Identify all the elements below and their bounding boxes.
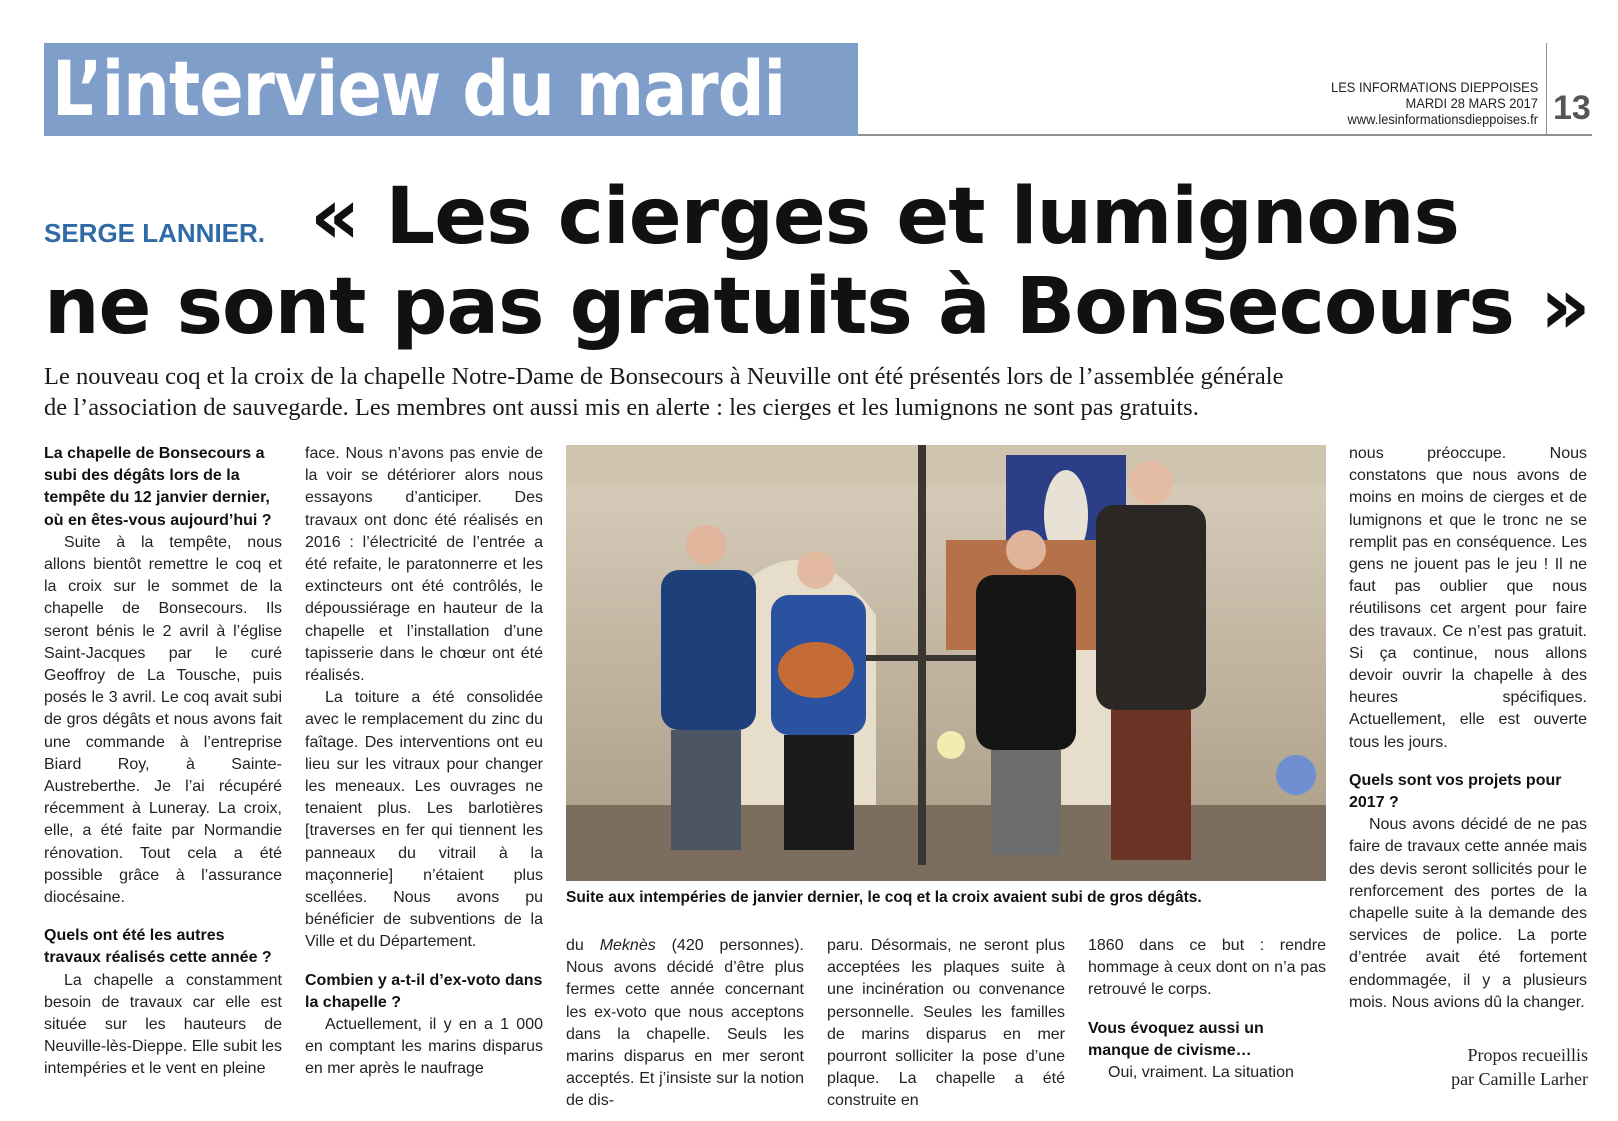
section-title: L’interview du mardi xyxy=(52,44,786,133)
answer-4-start: Oui, vraiment. La situation xyxy=(1108,1064,1294,1082)
lead-line-1: Le nouveau coq et la croix de la chapelle Notre-Dame de Bonsecours à Neuville ont été présentés lors de l’assemblée générale xyxy=(44,363,1284,390)
article-photo xyxy=(566,445,1326,881)
headline-line-2: ne sont pas gratuits à Bonsecours » xyxy=(44,262,1590,352)
answer-3-continued xyxy=(566,935,804,1113)
article-column-2 xyxy=(305,443,543,1081)
publication-website[interactable]: www.lesinformationsdieppoises.fr xyxy=(1347,111,1538,127)
answer-3-start: Actuellement, il y en a 1 000 en comptant les marins disparus en mer après le naufrage xyxy=(305,1016,543,1078)
question-2: Quels ont été les autres travaux réalisés cette année ? xyxy=(44,927,272,967)
answer-3-text-b: (420 personnes). Nous avons décidé d’être plus fermes cette année concernant les ex-voto que nous acceptons dans la chapelle. Seuls les marins disparus en mer seront acceptés. Et j’insiste sur la notion de dis- xyxy=(566,937,804,1110)
question-1: La chapelle de Bonsecours a subi des dégâts lors de la tempête du 12 janvier dernier, où en êtes-vous aujourd’hui ? xyxy=(44,445,272,529)
question-4: Vous évoquez aussi un manque de civisme… xyxy=(1088,1019,1264,1059)
answer-3-text-a: du xyxy=(566,937,600,954)
question-5: Quels sont vos projets pour 2017 ? xyxy=(1349,771,1562,812)
answer-3-end: 1860 dans ce but : rendre hommage à ceux dont on n’a pas retrouvé le corps. xyxy=(1088,937,1326,999)
answer-2-paragraph: La toiture a été consolidée avec le remplacement du zinc du faîtage. Des interventions ont eu lieu sur les vitraux pour changer les meneaux. Les ouvrages ne tenaient plus. Les barlotières [traverses en fer qui tiennent les panneaux du vitrail à la maçonnerie] n’étaient plus scellées. Nous avons pu bénéficier de subventions de la Ville et du Département. xyxy=(305,689,543,951)
answer-2-start: La chapelle a constamment besoin de travaux car elle est située sur les hauteurs de Neuville-lès-Dieppe. Elle subit les intempéries et le vent en pleine xyxy=(44,971,282,1078)
answer-5: Nous avons décidé de ne pas faire de travaux cette année mais des devis seront sollicités pour le renforcement des portes de la chapelle suite à la demande des services de police. La porte d’entrée avait été fortement endommagée, il y a plusieurs mois. Nous avions dû la changer. xyxy=(1349,816,1587,1011)
headline-line-1: « Les cierges et lumignons xyxy=(310,172,1459,262)
answer-1: Suite à la tempête, nous allons bientôt remettre le coq et la croix sur le sommet de la chapelle de Bonsecours. Ils seront bénis le 2 avril à l’église Saint-Jacques par le curé Geoffroy de La Tousche, puis posés le 3 avril. Le coq avait subi de gros dégâts et nous avons fait une commande à l’entreprise Biard Roy, à Sainte-Austreberthe. Je l’ai récupéré récemment à Luneray. La croix, elle, a été faite par Normandie rénovation. Tout cela a été possible grâce à l’assurance diocésaine. xyxy=(44,533,282,907)
publication-date: MARDI 28 MARS 2017 xyxy=(1405,95,1538,111)
page-number: 13 xyxy=(1553,89,1591,127)
credit-line-1: Propos recueillis xyxy=(1467,1045,1588,1065)
article-author: SERGE LANNIER. xyxy=(44,218,266,248)
credit-line-2: par Camille Larher xyxy=(1451,1069,1588,1089)
answer-4-continued: nous préoccupe. Nous constatons que nous avons de moins en moins de cierges et de lumignons et que le tronc ne se remplit pas en conséquence. Les gens ne jouent pas le jeu ! Il ne faut pas oublier que nous réutilisons cet argent pour faire des travaux. Ce n’est pas gratuit. Si ça continue, nous allons devoir ouvrir la chapelle à des heures spécifiques. Actuellement, elle est ouverte tous les jours. xyxy=(1349,445,1587,751)
publication-name: LES INFORMATIONS DIEPPOISES xyxy=(1330,79,1538,95)
chapel-photo-illustration xyxy=(566,445,1326,881)
header-rule xyxy=(858,134,1592,136)
article-column-3 xyxy=(566,935,804,1113)
lead-line-2: de l’association de sauvegarde. Les membres ont aussi mis en alerte : les cierges et les lumignons ne sont pas gratuits. xyxy=(44,394,1199,421)
article-column-6 xyxy=(1349,443,1587,1014)
answer-3-continued-2: paru. Désormais, ne seront plus acceptées les plaques suite à une incinération ou convenance personnelle. Seules les familles de marins disparus en mer pourront solliciter la pose d’une plaque. La chapelle a été construite en xyxy=(827,937,1065,1110)
header-divider xyxy=(1546,43,1547,136)
ship-name: Meknès xyxy=(599,937,656,954)
article-column-5 xyxy=(1088,935,1326,1084)
section-band xyxy=(44,43,858,136)
interview-credit xyxy=(1348,1043,1588,1091)
photo-caption: Suite aux intempéries de janvier dernier, le coq et la croix avaient subi de gros dégâts. xyxy=(566,889,1202,906)
question-3: Combien y a-t-il d’ex-voto dans la chapelle ? xyxy=(305,971,543,1011)
article-column-1 xyxy=(44,443,282,1081)
answer-2-continued: face. Nous n’avons pas envie de la voir se détériorer alors nous essayons d’anticiper. Des travaux ont donc été réalisés en 2016 : l’électricité de l’entrée a été refaite, le paratonnerre et les extincteurs ont été contrôlés, le dépoussiérage en hauteur de la chapelle et l’installation d’une tapisserie dans le chœur ont été réalisés. xyxy=(305,445,543,685)
article-column-4 xyxy=(827,935,1065,1113)
